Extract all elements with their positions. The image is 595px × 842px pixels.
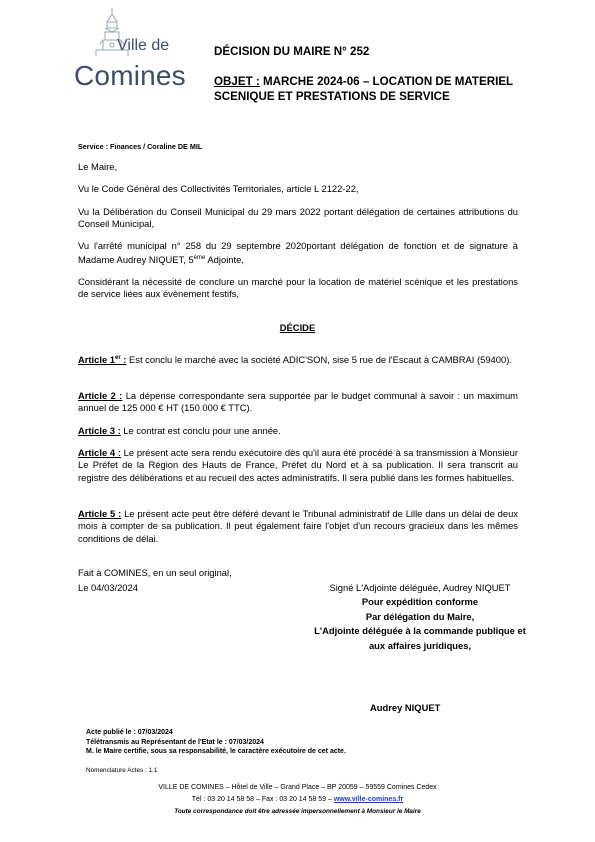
- objet: [214, 74, 514, 104]
- signe-line: Signé L'Adjointe déléguée, Audrey NIQUET: [329, 582, 511, 593]
- meta-block: [86, 728, 346, 757]
- logo-comines-text: Comines: [74, 60, 186, 91]
- decision-number: DÉCISION DU MAIRE N° 252: [214, 45, 370, 58]
- footer-note: Toute correspondance doit être adressée impersonnellement à Monsieur le Maire: [174, 808, 421, 815]
- vu-arrete: [78, 240, 518, 267]
- signature-block: [290, 581, 550, 653]
- objet-text: MARCHE 2024-06 – LOCATION DE MATERIEL SCENIQUE ET PRESTATIONS DE SERVICE: [214, 75, 513, 103]
- certifie: M. le Maire certifie, sous sa responsabilité, le caractère exécutoire de cet acte.: [86, 748, 346, 756]
- footer-tel: Tél : 03 20 14 58 58 – Fax : 03 20 14 58 59 –: [191, 796, 334, 803]
- article-5-label: Article 5 :: [78, 508, 122, 519]
- article-3-text: Le contrat est conclu pour une année.: [120, 425, 281, 436]
- article-4-label: Article 4 :: [78, 447, 121, 458]
- footer-contact: [0, 795, 595, 805]
- pour-expedition: Pour expédition conforme: [361, 596, 479, 608]
- article-5-text: Le présent acte peut être déféré devant le Tribunal administratif de Lille dans un délai de deux mois à compter de sa publication. Il peut également faire l'objet d'un recours gracieux dans les mêmes conditions de délai.: [78, 508, 518, 544]
- logo-ville-text: Ville de: [117, 37, 170, 54]
- date: Le 04/03/2024: [78, 582, 138, 593]
- vu-arrete-text: Vu l'arrêté municipal n° 258 du 29 septembre 2020portant délégation de fonction et de signature à Madame Audrey NIQUET, 5: [78, 240, 518, 266]
- article-5: [78, 508, 518, 545]
- article-2: [78, 390, 518, 415]
- decide-heading: DÉCIDE: [279, 322, 316, 333]
- teletransmis: Télétransmis au Représentant de l'Etat le : 07/03/2024: [86, 738, 264, 746]
- article-1: [78, 352, 518, 367]
- nomenclature: Nomenclature Actes : 1.1: [86, 767, 158, 774]
- fait-a: Fait à COMINES, en un seul original,: [78, 567, 232, 578]
- service-line: Service : Finances / Coraline DE MIL: [78, 142, 203, 151]
- article-3: [78, 425, 518, 437]
- article-1-text: Est conclu le marché avec la société ADIC'SON, sise 5 rue de l'Escaut à CAMBRAI (59400).: [126, 354, 512, 366]
- acte-publie: Acte publié le : 07/03/2024: [86, 729, 173, 736]
- article-2-text: La dépense correspondante sera supportée par le budget communal à savoir : un maximum annuel de 125 000 € HT (150 000 € TTC).: [78, 390, 518, 414]
- article-3-label: Article 3 :: [78, 425, 121, 436]
- signatory-name: Audrey NIQUET: [370, 702, 441, 713]
- article-4-text: Le présent acte sera rendu exécutoire dès qu'il aura été procédé à sa transmission à Monsieur Le Préfet de la Région des Hauts de France, Préfet du Nord et à sa publication. Il sera transcrit au registre des délibérations et au recueil des actes administratifs. Il sera publié dans les formes habituelles.: [78, 447, 518, 483]
- objet-label: OBJET :: [214, 75, 260, 88]
- article-2-label: Article 2 :: [78, 390, 123, 401]
- website-link[interactable]: www.ville-comines.fr: [333, 796, 404, 803]
- par-delegation: Par délégation du Maire,: [365, 610, 475, 622]
- vu-deliberation: Vu la Délibération du Conseil Municipal du 29 mars 2022 portant délégation de certaines attributions du Conseil Municipal,: [78, 206, 518, 230]
- vu-arrete-sup: ème: [193, 255, 206, 262]
- le-maire: Le Maire,: [78, 161, 118, 172]
- footer-address: VILLE DE COMINES – Hôtel de Ville – Grand Place – BP 20059 – 59559 Comines Cedex: [158, 784, 437, 791]
- adjointe-title: L'Adjointe déléguée à la commande publique et aux affaires juridiques,: [314, 625, 526, 651]
- vu-cgct: Vu le Code Général des Collectivités Territoriales, article L 2122-22,: [78, 183, 359, 194]
- article-4: [78, 447, 518, 484]
- document-title: [214, 44, 514, 104]
- vu-arrete-end: Adjointe,: [205, 254, 244, 266]
- considerant: Considérant la nécessité de conclure un marché pour la location de matériel scénique et les prestations de service liées aux évènement festifs,: [78, 276, 518, 300]
- article-1-label: Article 1er :: [78, 354, 127, 366]
